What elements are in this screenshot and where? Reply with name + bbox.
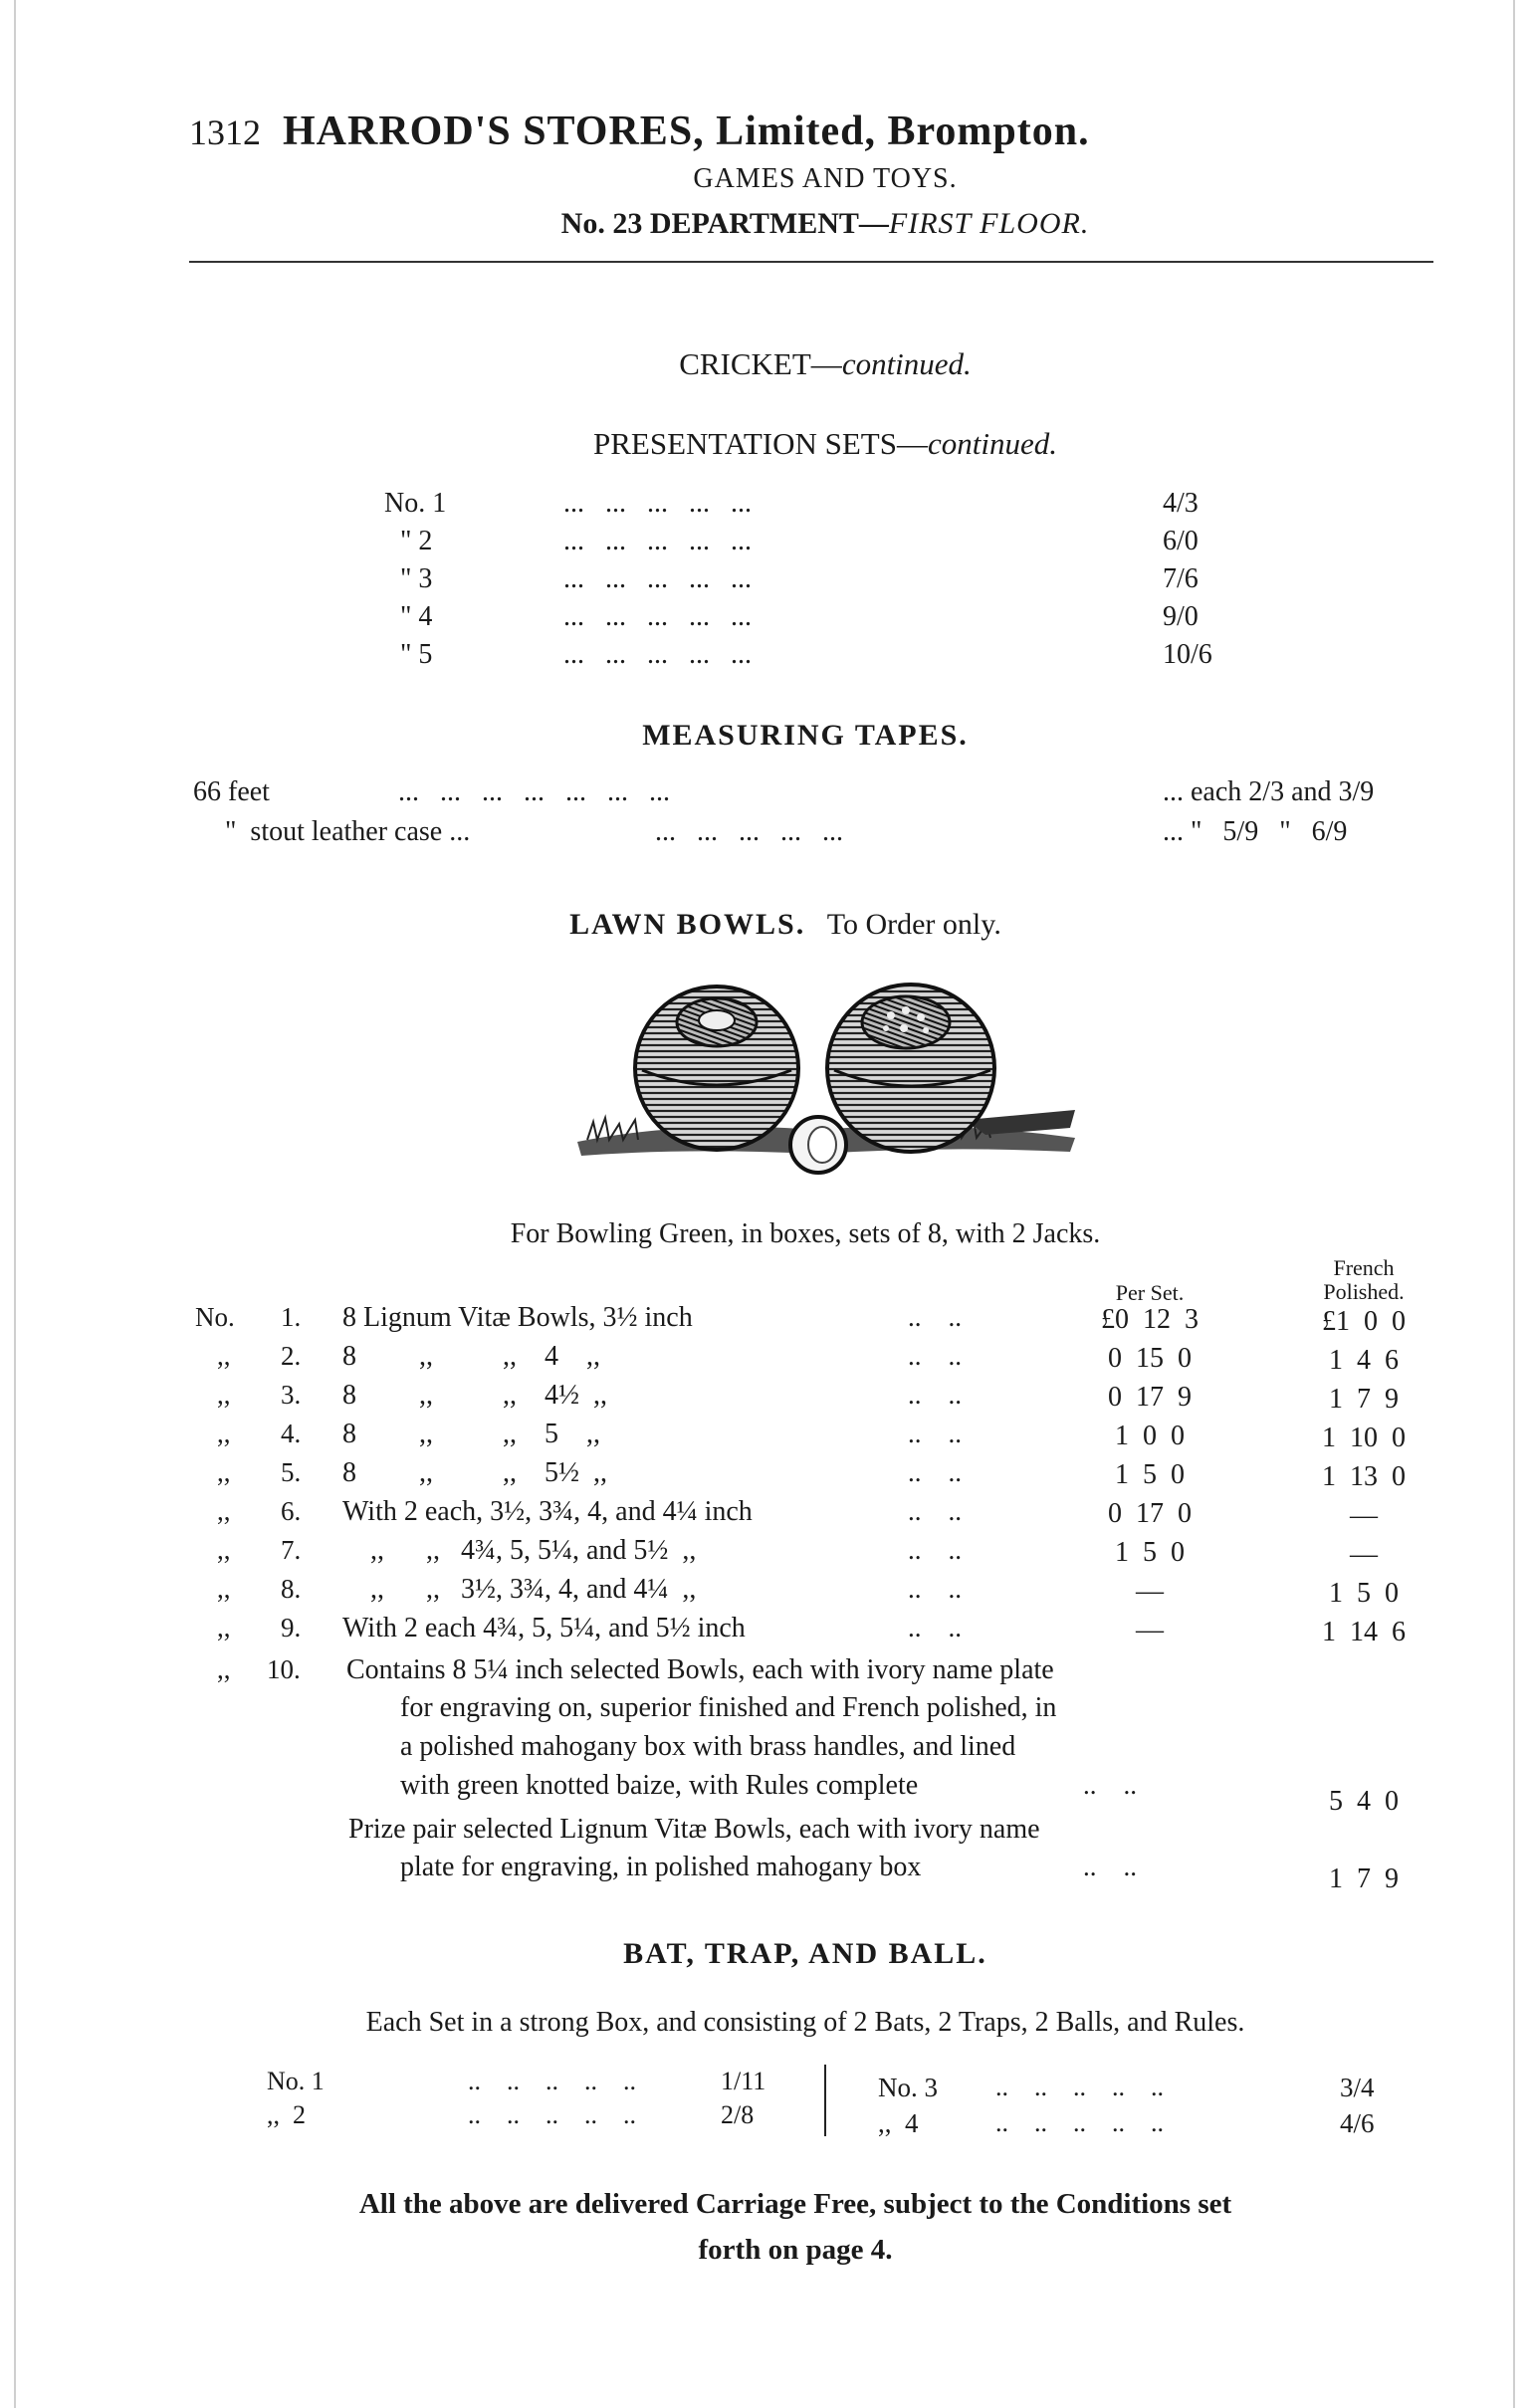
- bowls-row-10-prefix: ,,: [217, 1654, 231, 1684]
- jack-ball: [790, 1117, 846, 1173]
- bowls-row-description: 8 Lignum Vitæ Bowls, 3½ inch: [342, 1302, 693, 1333]
- bowls-row-description: ,, ,, 4¾, 5, 5¼, and 5½ ,,: [342, 1535, 697, 1566]
- tape-row-price: ... " 5/9 " 6/9: [1163, 816, 1348, 847]
- bowls-row-french-polished-price: 1 14 6: [1322, 1617, 1406, 1647]
- polished-label: Polished.: [1323, 1279, 1405, 1304]
- prize-pair-dots: .. ..: [1083, 1852, 1137, 1881]
- section-title: GAMES AND TOYS.: [693, 163, 958, 194]
- presentation-row-dots: ... ... ... ... ...: [563, 639, 752, 670]
- bowls-row-dots: .. ..: [908, 1535, 962, 1565]
- bowls-row-per-set-price: —: [1136, 1576, 1164, 1607]
- bowls-row-french-polished-price: —: [1350, 1500, 1378, 1531]
- bowls-row-number: 1.: [281, 1302, 302, 1332]
- bowls-row-description: 8 ,, ,, 4 ,,: [342, 1341, 600, 1372]
- bat-left-label: No. 1: [267, 2067, 325, 2095]
- bowls-row-french-polished-price: 1 10 0: [1322, 1423, 1406, 1453]
- presentation-row-price: 10/6: [1163, 639, 1212, 670]
- bowls-note: To Order only.: [826, 908, 1001, 941]
- per-set-column-header: Per Set.: [1115, 1280, 1185, 1305]
- bowls-row-prefix: ,,: [217, 1341, 231, 1371]
- bowls-row-number: 5.: [281, 1457, 302, 1487]
- bat-trap-ball-intro: Each Set in a strong Box, and consisting of 2 Bats, 2 Traps, 2 Balls, and Rules.: [365, 2007, 1245, 2038]
- bat-trap-ball-heading: BAT, TRAP, AND BALL.: [623, 1937, 987, 1970]
- presentation-row-price: 6/0: [1163, 526, 1199, 556]
- department-line: [60, 207, 1531, 241]
- carriage-note-line-2: forth on page 4.: [698, 2234, 893, 2266]
- bowls-row-10-line-3: a polished mahogany box with brass handles, and lined: [400, 1731, 1016, 1762]
- bowls-row-10-line-1: Contains 8 5¼ inch selected Bowls, each with ivory name plate: [346, 1654, 1054, 1685]
- bowls-row-dots: .. ..: [908, 1419, 962, 1448]
- presentation-heading: [60, 426, 1531, 462]
- page-number: 1312: [189, 112, 261, 152]
- presentation-row-price: 9/0: [1163, 601, 1199, 632]
- presentation-row-price: 4/3: [1163, 488, 1199, 519]
- bowls-row-number: 6.: [281, 1496, 302, 1526]
- bowls-row-per-set-price: £0 12 3: [1101, 1304, 1199, 1335]
- bowls-row-dots: .. ..: [908, 1457, 962, 1487]
- bowls-row-10-line-2: for engraving on, superior finished and French polished, in: [400, 1692, 1057, 1723]
- presentation-row-dots: ... ... ... ... ...: [563, 488, 752, 519]
- bowls-row-dots: .. ..: [908, 1574, 962, 1604]
- bat-right-label: ,, 4: [878, 2108, 919, 2138]
- bowls-row-per-set-price: —: [1136, 1615, 1164, 1645]
- bowls-row-number: 3.: [281, 1380, 302, 1410]
- bowls-row-prefix: ,,: [217, 1613, 231, 1642]
- tape-row-label: 66 feet: [193, 776, 270, 807]
- page-header: [189, 108, 1090, 155]
- prize-pair-line-2: plate for engraving, in polished mahogany box: [400, 1852, 922, 1882]
- bowls-row-number: 4.: [281, 1419, 302, 1448]
- bowls-row-french-polished-price: 1 13 0: [1322, 1461, 1406, 1492]
- bowls-intro: For Bowling Green, in boxes, sets of 8, with 2 Jacks.: [510, 1218, 1101, 1249]
- bat-left-label: ,, 2: [267, 2100, 306, 2129]
- bowls-row-number: 8.: [281, 1574, 302, 1604]
- tape-row-dots: ... ... ... ... ...: [655, 816, 843, 847]
- carriage-note-line-1: All the above are delivered Carriage Free, subject to the Conditions set: [358, 2188, 1232, 2220]
- presentation-row-dots: ... ... ... ... ...: [563, 563, 752, 594]
- presentation-row-label: " 4: [400, 601, 433, 632]
- cricket-continued: continued.: [841, 346, 972, 381]
- bowls-row-description: With 2 each, 3½, 3¾, 4, and 4¼ inch: [342, 1496, 753, 1527]
- bowls-row-10-line-4: with green knotted baize, with Rules complete: [400, 1770, 919, 1801]
- tape-row-label: " stout leather case ...: [225, 816, 471, 847]
- tape-row-dots: ... ... ... ... ... ... ...: [398, 776, 670, 807]
- bowls-row-french-polished-price: 1 5 0: [1329, 1578, 1399, 1609]
- bowls-row-description: 8 ,, ,, 5 ,,: [342, 1419, 600, 1449]
- presentation-row-dots: ... ... ... ... ...: [563, 526, 752, 556]
- bowls-row-number: 2.: [281, 1341, 302, 1371]
- bat-left-dots: .. .. .. .. ..: [468, 2067, 636, 2095]
- bat-right-label: No. 3: [878, 2073, 938, 2102]
- tapes-heading: MEASURING TAPES.: [642, 719, 969, 752]
- department-number: No. 23 DEPARTMENT—: [560, 207, 889, 240]
- presentation-row-label: No. 1: [384, 488, 447, 519]
- french-label: French: [1333, 1255, 1395, 1280]
- bowls-row-description: ,, ,, 3½, 3¾, 4, and 4¼ ,,: [342, 1574, 697, 1605]
- prize-pair-line-1: Prize pair selected Lignum Vitæ Bowls, each with ivory name: [348, 1814, 1040, 1845]
- bowls-row-number: 9.: [281, 1613, 302, 1642]
- cricket-heading: [60, 346, 1531, 382]
- presentation-row-label: " 5: [400, 639, 433, 670]
- cricket-title: CRICKET—: [679, 346, 842, 381]
- bowls-row-dots: .. ..: [908, 1380, 962, 1410]
- bowl-left: [635, 986, 798, 1150]
- bat-left-price: 2/8: [721, 2100, 755, 2129]
- bowls-row-prefix: ,,: [217, 1574, 231, 1604]
- bat-left-price: 1/11: [721, 2067, 766, 2095]
- bowls-row-per-set-price: 1 5 0: [1115, 1537, 1185, 1568]
- bowls-row-description: With 2 each 4¾, 5, 5¼, and 5½ inch: [342, 1613, 746, 1643]
- bowls-heading: [20, 908, 1531, 942]
- bowls-row-description: 8 ,, ,, 5½ ,,: [342, 1457, 607, 1488]
- bowls-row-dots: .. ..: [908, 1496, 962, 1526]
- bowls-row-prefix: ,,: [217, 1419, 231, 1448]
- bowls-row-per-set-price: 0 17 9: [1108, 1382, 1192, 1413]
- bat-right-price: 4/6: [1340, 2108, 1375, 2138]
- bowls-row-dots: .. ..: [908, 1302, 962, 1332]
- bowls-row-french-polished-price: 1 4 6: [1329, 1345, 1399, 1376]
- bowls-row-per-set-price: 0 15 0: [1108, 1343, 1192, 1374]
- lawn-bowls-illustration: [567, 971, 1085, 1180]
- bowls-row-prefix: ,,: [217, 1380, 231, 1410]
- left-page-edge: [14, 0, 16, 2408]
- bowls-row-french-polished-price: —: [1350, 1539, 1378, 1570]
- bat-right-dots: .. .. .. .. ..: [995, 2108, 1164, 2137]
- tape-row-price: ... each 2/3 and 3/9: [1163, 776, 1375, 807]
- presentation-row-dots: ... ... ... ... ...: [563, 601, 752, 632]
- bowls-row-description: 8 ,, ,, 4½ ,,: [342, 1380, 607, 1411]
- presentation-row-price: 7/6: [1163, 563, 1199, 594]
- bowls-row-10-dots: .. ..: [1083, 1770, 1137, 1800]
- bowls-row-number: 7.: [281, 1535, 302, 1565]
- bat-column-divider: [824, 2065, 826, 2136]
- bowls-row-prefix: ,,: [217, 1496, 231, 1526]
- bowls-row-10-price: 5 4 0: [1329, 1786, 1399, 1817]
- french-polished-column-header: [1284, 1256, 1443, 1304]
- store-name: HARROD'S STORES, Limited, Brompton.: [283, 109, 1090, 154]
- bowls-row-prefix: ,,: [217, 1457, 231, 1487]
- presentation-continued: continued.: [927, 426, 1057, 461]
- bowls-row-dots: .. ..: [908, 1613, 962, 1642]
- header-rule: [189, 261, 1433, 263]
- bowls-row-10-number: 10.: [267, 1654, 301, 1684]
- presentation-title: PRESENTATION SETS—: [593, 426, 928, 461]
- department-floor: FIRST FLOOR.: [888, 207, 1090, 240]
- bat-right-price: 3/4: [1340, 2073, 1375, 2102]
- bowls-row-per-set-price: 0 17 0: [1108, 1498, 1192, 1529]
- bowls-row-french-polished-price: 1 7 9: [1329, 1384, 1399, 1415]
- bowls-row-prefix: ,,: [217, 1535, 231, 1565]
- bowl-right: [827, 985, 994, 1152]
- bowls-row-french-polished-price: £1 0 0: [1322, 1306, 1406, 1337]
- presentation-row-label: " 2: [400, 526, 433, 556]
- bowls-row-prefix: No.: [195, 1302, 235, 1332]
- bowls-row-per-set-price: 1 0 0: [1115, 1421, 1185, 1451]
- prize-pair-price: 1 7 9: [1329, 1863, 1399, 1894]
- bat-left-dots: .. .. .. .. ..: [468, 2100, 636, 2129]
- bowls-row-dots: .. ..: [908, 1341, 962, 1371]
- bowls-row-per-set-price: 1 5 0: [1115, 1459, 1185, 1490]
- presentation-row-label: " 3: [400, 563, 433, 594]
- bowls-title: LAWN BOWLS.: [569, 908, 806, 941]
- bat-right-dots: .. .. .. .. ..: [995, 2073, 1164, 2101]
